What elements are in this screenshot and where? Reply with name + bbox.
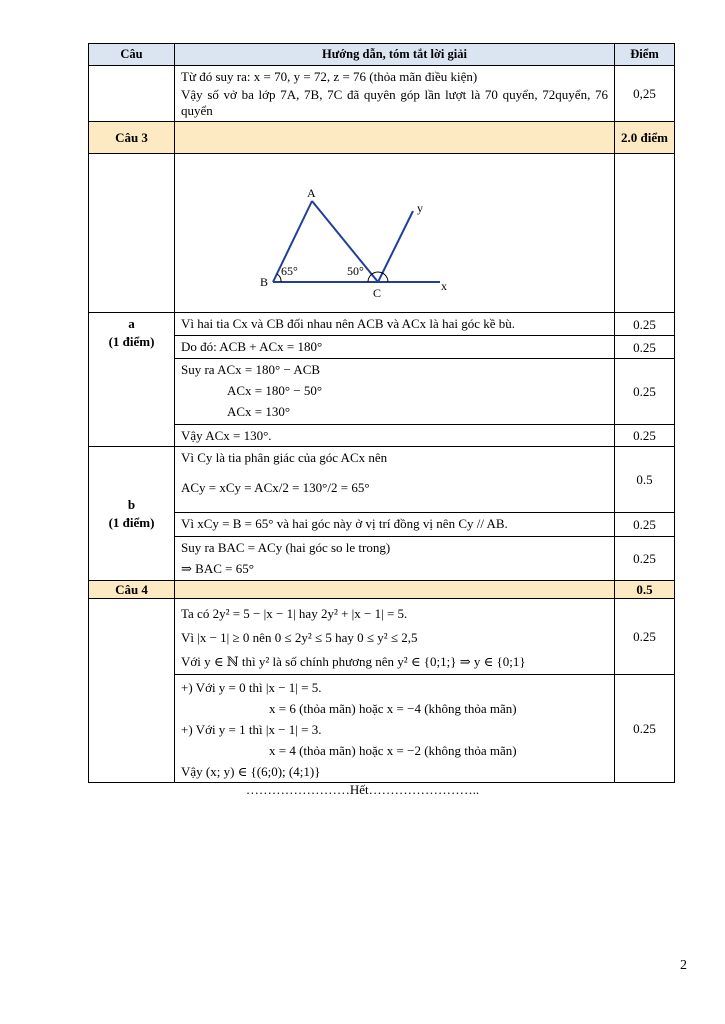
solution-cell xyxy=(175,66,615,122)
question-label: Câu 3 xyxy=(89,122,175,154)
figure-row xyxy=(89,154,675,313)
score-cell: 0.25 xyxy=(615,336,675,359)
page-number: 2 xyxy=(680,958,687,973)
label-b: B xyxy=(260,275,269,289)
table-row xyxy=(89,313,675,336)
solution-line: Với y ∈ ℕ thì y² là số chính phương nên y² ∈ {0;1;} ⇒ y ∈ {0;1} xyxy=(181,654,526,669)
solution-cell: Vì hai tia Cx và CB đối nhau nên ACB và ACx là hai góc kề bù. xyxy=(175,313,615,336)
figure-cell xyxy=(175,154,615,313)
label-c: C xyxy=(373,286,382,300)
table-row xyxy=(89,336,675,359)
solution-line: Vì |x − 1| ≥ 0 nên 0 ≤ 2y² ≤ 5 hay 0 ≤ y² ≤ 2,5 xyxy=(181,630,418,645)
part-label: a xyxy=(128,316,135,331)
solution-cell xyxy=(175,447,615,513)
header-solution: Hướng dẫn, tóm tắt lời giải xyxy=(175,44,615,66)
question-4-header xyxy=(89,581,675,599)
solution-cell xyxy=(175,537,615,581)
table-header xyxy=(89,44,675,66)
part-points: (1 điểm) xyxy=(108,514,155,530)
triangle-figure xyxy=(175,154,615,306)
table-row xyxy=(89,66,675,122)
solution-line: Từ đó suy ra: x = 70, y = 72, z = 76 (thỏa mãn điều kiện) xyxy=(181,69,478,84)
solution-cell xyxy=(175,359,615,425)
score-cell: 0.25 xyxy=(615,513,675,537)
solution-line: Suy ra BAC = ACy (hai góc so le trong) xyxy=(181,540,391,555)
solution-line: +) Với y = 0 thì |x − 1| = 5. xyxy=(181,680,322,695)
score-cell: 2.0 điểm xyxy=(615,122,675,154)
angle-b-label: 65° xyxy=(281,264,298,278)
end-of-document: ……………………Hết…………………….. xyxy=(245,782,480,797)
table-row xyxy=(89,675,675,783)
table-row xyxy=(89,537,675,581)
solution-cell xyxy=(175,675,615,783)
table-row xyxy=(89,447,675,513)
label-y: y xyxy=(417,201,423,215)
solution-cell: Vì xCy = B = 65° và hai góc này ở vị trí đồng vị nên Cy // AB. xyxy=(175,513,615,537)
segment-ac xyxy=(312,201,378,282)
solution-line: Vậy số vở ba lớp 7A, 7B, 7C đã quyên góp lần lượt là 70 quyển, 72quyển, 76 quyển xyxy=(181,87,608,118)
question-header-cell xyxy=(175,581,615,599)
solution-line: Vì Cy là tia phân giác của góc ACx nên xyxy=(181,450,388,465)
solution-line: ACx = 130° xyxy=(227,404,291,419)
score-cell: 0.25 xyxy=(615,359,675,425)
solution-line: ⇒ BAC = 65° xyxy=(181,561,254,576)
score-cell: 0.25 xyxy=(615,313,675,336)
solution-cell xyxy=(175,599,615,675)
solution-cell: Vậy ACx = 130°. xyxy=(175,425,615,447)
table-row xyxy=(89,513,675,537)
score-cell: 0.5 xyxy=(615,581,675,599)
label-x: x xyxy=(441,279,447,293)
ray-cy xyxy=(378,211,413,282)
score-cell: 0.25 xyxy=(615,599,675,675)
solution-table xyxy=(88,43,675,783)
score-cell: 0.25 xyxy=(615,425,675,447)
solution-line: x = 6 (thỏa mãn) hoặc x = −4 (không thỏa mãn) xyxy=(269,701,517,716)
score-cell: 0,25 xyxy=(615,66,675,122)
score-cell xyxy=(615,154,675,313)
question-cell xyxy=(89,66,175,122)
angle-c-label: 50° xyxy=(347,264,364,278)
solution-line: Ta có 2y² = 5 − |x − 1| hay 2y² + |x − 1| = 5. xyxy=(181,606,408,621)
solution-line: +) Với y = 1 thì |x − 1| = 3. xyxy=(181,722,322,737)
part-label: b xyxy=(127,496,136,512)
question-3-header xyxy=(89,122,675,154)
solution-line: Suy ra ACx = 180° − ACB xyxy=(181,362,321,377)
question-cell xyxy=(89,599,175,783)
part-b-label-cell xyxy=(89,447,175,581)
question-header-cell xyxy=(175,122,615,154)
part-points: (1 điểm) xyxy=(108,334,155,349)
header-score: Điểm xyxy=(615,44,675,66)
score-cell: 0.25 xyxy=(615,675,675,783)
question-cell xyxy=(89,154,175,313)
solution-line: Vậy (x; y) ∈ {(6;0); (4;1)} xyxy=(181,764,321,779)
table-row xyxy=(89,425,675,447)
solution-line: x = 4 (thỏa mãn) hoặc x = −2 (không thỏa mãn) xyxy=(269,743,517,758)
part-a-label-cell xyxy=(89,313,175,447)
table-row xyxy=(89,359,675,425)
question-label: Câu 4 xyxy=(89,581,175,599)
label-a: A xyxy=(307,186,316,200)
solution-cell: Do đó: ACB + ACx = 180° xyxy=(175,336,615,359)
table-row xyxy=(89,599,675,675)
solution-line: ACx = 180° − 50° xyxy=(227,383,323,398)
score-cell: 0.5 xyxy=(615,447,675,513)
score-cell: 0.25 xyxy=(615,537,675,581)
header-question: Câu xyxy=(89,44,175,66)
solution-line: ACy = xCy = ACx/2 = 130°/2 = 65° xyxy=(181,480,370,495)
